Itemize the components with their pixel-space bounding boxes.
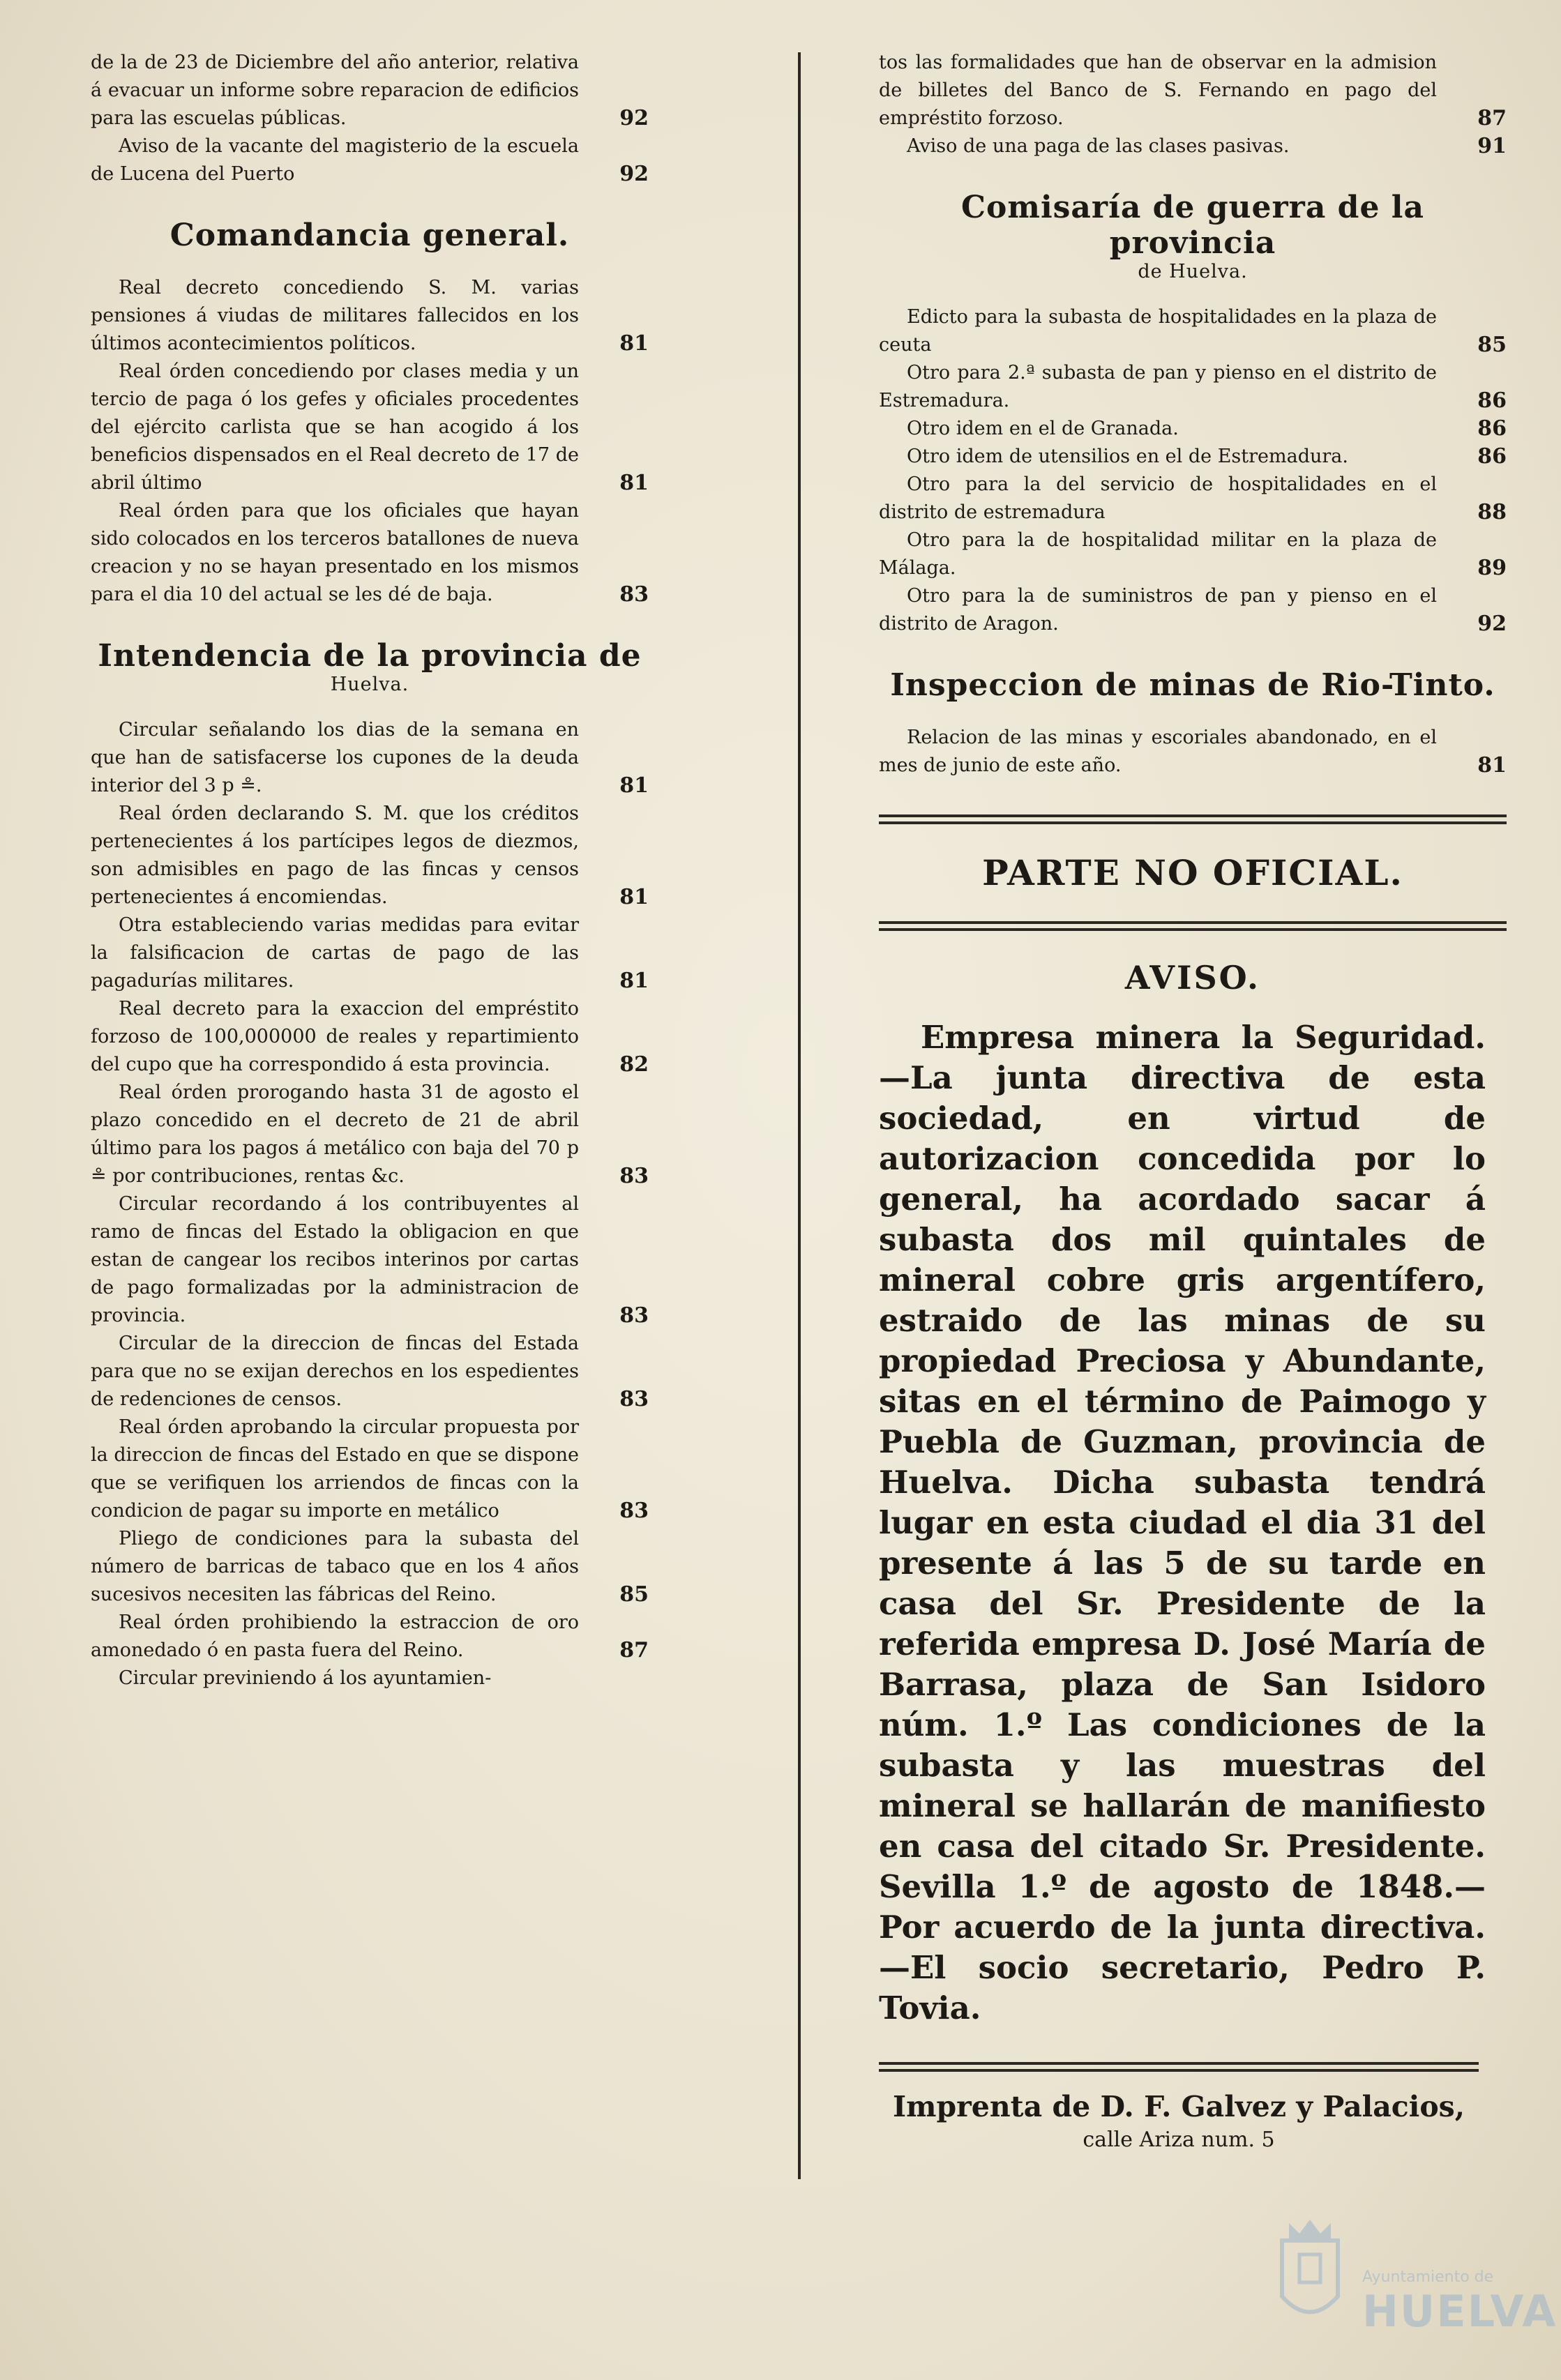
section-heading: Intendencia de la provincia de [98,638,642,674]
index-entry: Pliego de condiciones para la subasta del número de barricas de tabaco que en los 4 años sucesivos necesiten las fábricas del Reino. 85 [91,1525,649,1609]
index-entry: Otro para la de suministros de pan y pienso en el distrito de Aragon. 92 [879,582,1507,638]
index-entry: Circular previniendo á los ayuntamien- [119,1667,492,1689]
page-number: 87 [1477,106,1507,130]
page-number: 91 [1477,134,1507,158]
aviso-body: Empresa minera la Seguridad.—La junta directiva de esta sociedad, en virtud de autorizacion concedida por lo general, ha acordado sacar á subasta dos mil quintales de mineral cobre gris argentífero, estraido de las minas de su propiedad Preciosa y Abundante, sitas en el término de Paimogo y Puebla de Guzman, provincia de Huelva. Dicha subasta tendrá lugar en esta ciudad el dia 31 del presente á las 5 de su tarde en casa del Sr. Presidente de la referida empresa D. José María de Barrasa, plaza de San Isidoro núm. 1.º Las condiciones de la subasta y las muestras del mineral se hallarán de manifiesto en casa del citado Sr. Presidente. Sevilla 1.º de agosto de 1848.—Por acuerdo de la junta directiva.—El socio secretario, Pedro P. Tovia. [879,1019,1486,2026]
index-entry: Aviso de la vacante del magisterio de la escuela de Lucena del Puerto 92 [91,132,649,188]
index-entry: Real órden prorogando hasta 31 de agosto el plazo concedido en el decreto de 21 de abril último para los pagos á metálico con baja del 70 p ≗ por contribuciones, rentas &c. 83 [91,1079,649,1190]
page-number: 81 [619,969,649,993]
index-entry: Otro idem de utensilios en el de Estremadura. 86 [879,443,1507,471]
watermark [1268,2213,1558,2338]
section-heading: Comisaría de guerra de la provincia [961,190,1424,261]
left-column [91,49,649,1692]
index-entry: Real órden concediendo por clases media y un tercio de paga ó los gefes y oficiales procedentes del ejército carlista que se han acogido á los beneficios dispensados en el Real decreto de 17 de abril último 81 [91,358,649,497]
section-heading: Inspeccion de minas de Rio-Tinto. [890,667,1495,703]
index-entry: Real órden para que los oficiales que hayan sido colocados en los terceros batallones de nueva creacion y no se hayan presentado en los mismos para el dia 10 del actual se les dé de baja. 83 [91,497,649,609]
index-entry: Aviso de una paga de las clases pasivas. 91 [879,132,1507,160]
section-heading: Comandancia general. [169,218,570,253]
index-entry: Circular señalando los dias de la semana en que han de satisfacerse los cupones de la deuda interior del 3 p ≗. 81 [91,716,649,800]
watermark-city-name: HUELVA [1362,2286,1558,2337]
page-number: 83 [619,1303,649,1328]
page-number: 92 [619,106,649,130]
page-number: 83 [619,1499,649,1523]
index-entry: de la de 23 de Diciembre del año anterior, relativa á evacuar un informe sobre reparacion de edificios para las escuelas públicas. 92 [91,49,649,132]
index-entry: Real órden prohibiendo la estraccion de oro amonedado ó en pasta fuera del Reino. 87 [91,1609,649,1665]
page-number: 81 [619,773,649,798]
right-column [879,49,1507,2152]
index-entry: Circular de la direccion de fincas del Estada para que no se exijan derechos en los espedientes de redenciones de censos. 83 [91,1330,649,1413]
imprint-address: calle Ariza num. 5 [1083,2128,1275,2152]
index-entry: Edicto para la subasta de hospitalidades en la plaza de ceuta 85 [879,303,1507,359]
page-number: 85 [619,1582,649,1607]
page-number: 81 [619,885,649,909]
section-subheading: de Huelva. [1138,261,1248,282]
index-entry: Otro para la de hospitalidad militar en la plaza de Málaga. 89 [879,526,1507,582]
index-entry: Otro para la del servicio de hospitalidades en el distrito de estremadura 88 [879,471,1507,526]
imprint-divider [879,2062,1479,2065]
page-number: 83 [619,582,649,607]
page-number: 83 [619,1164,649,1188]
page-number: 81 [1477,753,1507,778]
page-number: 88 [1477,500,1507,524]
page-number: 87 [619,1638,649,1662]
imprint-line: Imprenta de D. F. Galvez y Palacios, [892,2090,1465,2123]
page-number: 92 [619,162,649,186]
page-number: 82 [619,1052,649,1077]
page-number: 86 [1477,416,1507,441]
index-entry: Real órden declarando S. M. que los créditos pertenecientes á los partícipes legos de diezmos, son admisibles en pago de las fincas y censos pertenecientes á encomiendas. 81 [91,800,649,911]
index-entry: Otro idem en el de Granada. 86 [879,415,1507,443]
page-number: 83 [619,1387,649,1411]
section-divider [879,921,1507,931]
page-number: 86 [1477,388,1507,413]
column-divider [798,52,801,2179]
page-number: 81 [619,331,649,356]
index-entry: Otra estableciendo varias medidas para evitar la falsificacion de cartas de pago de las pagadurías militares. 81 [91,911,649,995]
index-entry: Real decreto para la exaccion del empréstito forzoso de 100,000000 de reales y repartimiento del cupo que ha correspondido á esta provincia. 82 [91,995,649,1079]
index-entry: tos las formalidades que han de observar en la admision de billetes del Banco de S. Fernando en pago del empréstito forzoso. 87 [879,49,1507,132]
city-shield-icon [1268,2213,1352,2331]
parte-no-oficial-heading: PARTE NO OFICIAL. [982,852,1403,893]
page-number: 86 [1477,444,1507,469]
page-number: 89 [1477,556,1507,580]
index-entry: Relacion de las minas y escoriales abandonado, en el mes de junio de este año. 81 [879,724,1507,780]
page-number: 92 [1477,612,1507,636]
index-entry: Real decreto concediendo S. M. varias pensiones á viudas de militares fallecidos en los últimos acontecimientos políticos. 81 [91,274,649,358]
index-entry: Otro para 2.ª subasta de pan y pienso en el distrito de Estremadura. 86 [879,359,1507,415]
imprint-divider [879,2069,1479,2072]
section-divider [879,814,1507,824]
page-number: 81 [619,471,649,495]
aviso-heading: AVISO. [1124,959,1261,996]
watermark-small-text: Ayuntamiento de [1362,2268,1494,2286]
index-entry: Real órden aprobando la circular propuesta por la direccion de fincas del Estado en que se dispone que se verifiquen los arriendos de fincas con la condicion de pagar su importe en metálico 83 [91,1413,649,1525]
index-entry: Circular recordando á los contribuyentes al ramo de fincas del Estado la obligacion en que estan de cangear los recibos interinos por cartas de pago formalizadas por la administracion de provincia. 83 [91,1190,649,1330]
page-number: 85 [1477,333,1507,357]
section-subheading: Huelva. [330,674,409,695]
